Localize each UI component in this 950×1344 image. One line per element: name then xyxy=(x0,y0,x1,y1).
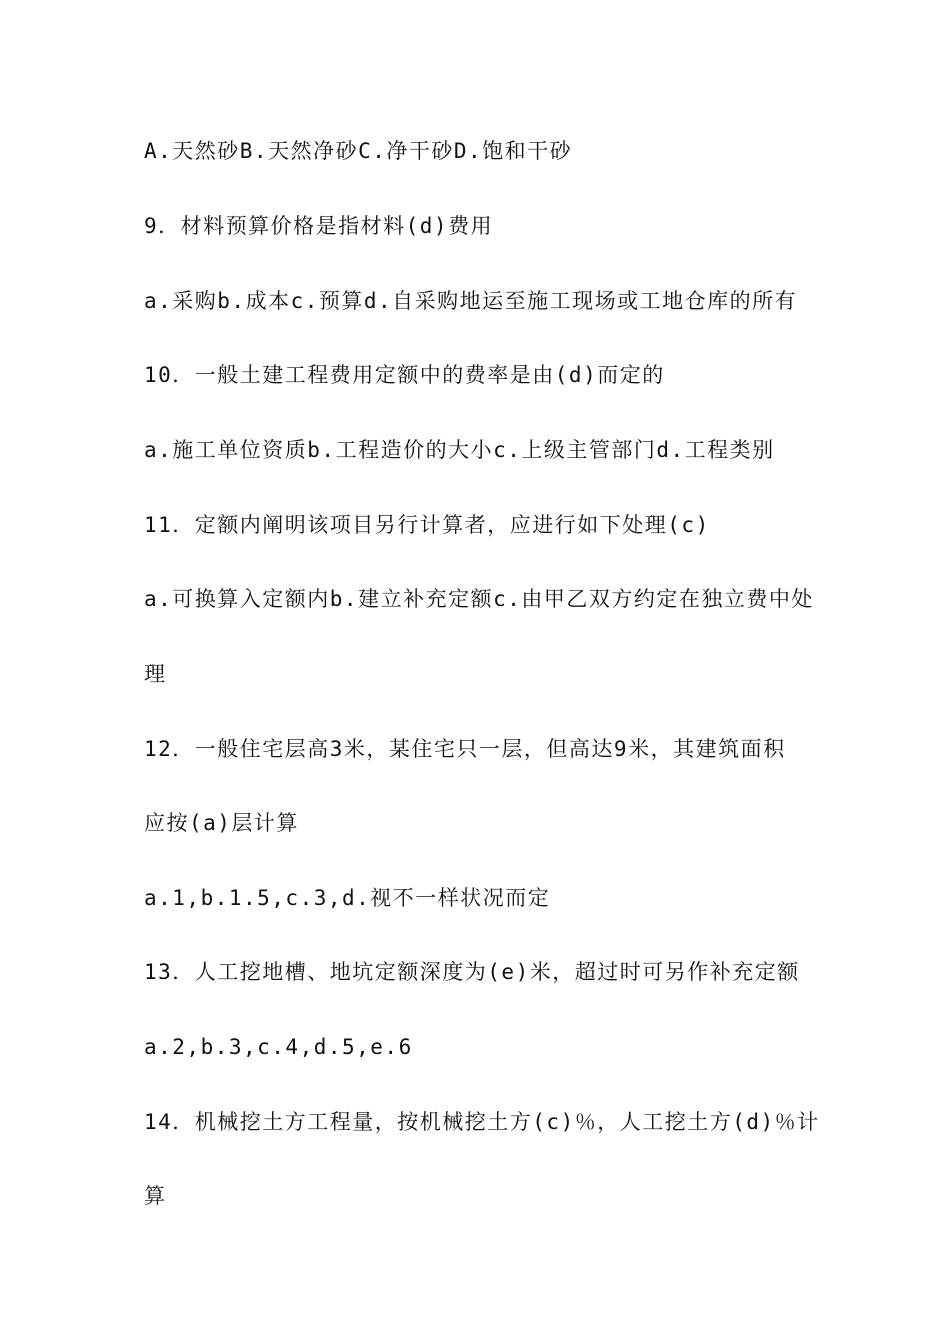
question-13: 13．人工挖地槽、地坑定额深度为(e)米，超过时可另作补充定额 xyxy=(144,960,800,984)
question-11-options: a.可换算入定额内b.建立补充定额c.由甲乙双方约定在独立费中处 xyxy=(144,587,814,611)
question-12: 12．一般住宅层高3米，某住宅只一层，但高达9米，其建筑面积 xyxy=(144,737,786,761)
question-14: 14．机械挖土方工程量，按机械挖土方(c)％，人工挖土方(d)％计 xyxy=(144,1110,820,1134)
question-14-cont: 算 xyxy=(144,1184,167,1208)
question-9-options: a.采购b.成本c.预算d.自采购地运至施工现场或工地仓库的所有 xyxy=(144,289,798,313)
question-12-options: a.1,b.1.5,c.3,d.视不一样状况而定 xyxy=(144,886,551,910)
question-9: 9．材料预算价格是指材料(d)费用 xyxy=(144,214,494,238)
question-10: 10．一般土建工程费用定额中的费率是由(d)而定的 xyxy=(144,363,665,387)
text-line-1: A.天然砂B.天然净砂C.净干砂D.饱和干砂 xyxy=(144,139,573,163)
question-13-options: a.2,b.3,c.4,d.5,e.6 xyxy=(144,1035,413,1059)
question-11: 11．定额内阐明该项目另行计算者，应进行如下处理(c) xyxy=(144,513,710,537)
question-12-cont: 应按(a)层计算 xyxy=(144,811,299,835)
question-10-options: a.施工单位资质b.工程造价的大小c.上级主管部门d.工程类别 xyxy=(144,438,775,462)
question-11-options-cont: 理 xyxy=(144,662,167,686)
